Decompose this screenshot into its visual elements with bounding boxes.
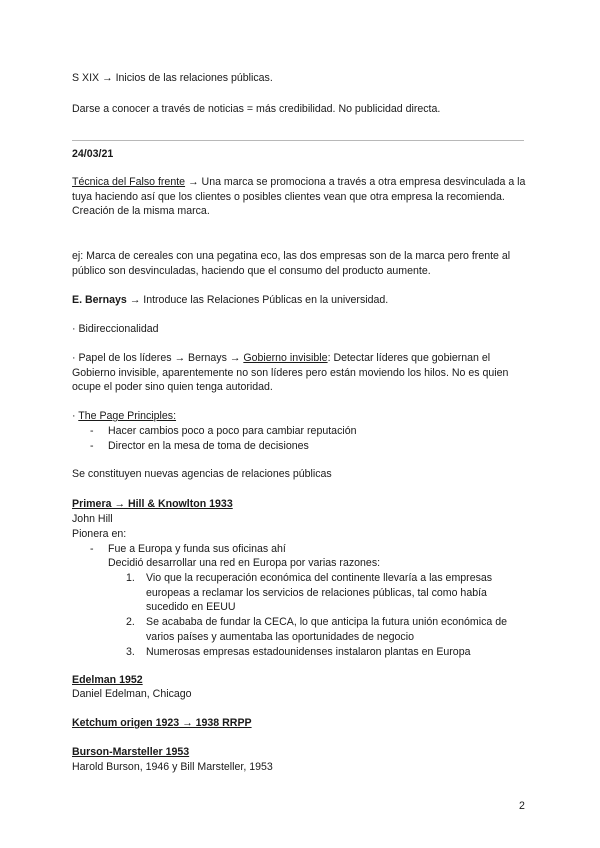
paragraph-bernays	[72, 293, 532, 308]
heading-ketchum: Ketchum origen 1923 → 1938 RRPP	[72, 717, 252, 729]
papel-text: : Detectar líderes que gobiernan el Gobierno invisible, aparentemente no son líderes pero están moviendo los hilos. No es quien ocupe el poder sino quien tenga autoridad.	[72, 352, 509, 394]
line-pionera: Pionera en:	[72, 528, 127, 540]
bullet-bidireccionalidad: · Bidireccionalidad	[72, 323, 159, 335]
line-darse: Darse a conocer a través de noticias = más credibilidad. No publicidad directa.	[72, 103, 441, 115]
list-number: 2.	[126, 616, 135, 628]
heading-edelman: Edelman 1952	[72, 674, 143, 686]
term-gobierno-invisible: Gobierno invisible	[243, 352, 328, 364]
line-harold-burson: Harold Burson, 1946 y Bill Marsteller, 1953	[72, 761, 273, 773]
list-dash: -	[90, 543, 94, 555]
paragraph-falso-frente	[72, 175, 532, 219]
line-john-hill: John Hill	[72, 513, 113, 525]
bernays-text: → Introduce las Relaciones Públicas en la universidad.	[126, 294, 389, 306]
reason-item: Vio que la recuperación económica del continente llevaría a las empresas europeas a reclamar los servicios de relaciones públicas, tal como había sucedido en EEUU	[146, 572, 493, 614]
paragraph-papel-lideres	[72, 351, 532, 395]
page-number: 2	[519, 800, 525, 812]
bernays-name: E. Bernays	[72, 294, 127, 306]
line-europa: Fue a Europa y funda sus oficinas ahí	[108, 543, 286, 555]
page-principle-item: Director en la mesa de toma de decisiones	[108, 440, 309, 452]
list-dash: -	[90, 440, 94, 452]
reason-item: Numerosas empresas estadounidenses instalaron plantas en Europa	[146, 646, 471, 658]
falso-frente-line2: Creación de la misma marca.	[72, 205, 210, 218]
line-s-xix: S XIX → Inicios de las relaciones públicas.	[72, 72, 273, 84]
page-bullet-dot: ·	[72, 410, 79, 422]
papel-intro: · Papel de los líderes → Bernays →	[72, 352, 244, 364]
term-falso-frente: Técnica del Falso frente	[72, 176, 186, 188]
list-dash: -	[90, 425, 94, 437]
bullet-page-principles	[72, 409, 532, 424]
list-number: 1.	[126, 572, 135, 584]
paragraph-ejemplo: ej: Marca de cereales con una pegatina eco, las dos empresas son de la marca pero frente al público son desvinculadas, haciendo que el consumo del producto aumente.	[72, 250, 511, 277]
line-daniel-edelman: Daniel Edelman, Chicago	[72, 688, 192, 700]
heading-hill-knowlton: Primera → Hill & Knowlton 1933	[72, 498, 233, 510]
line-agencias: Se constituyen nuevas agencias de relaciones públicas	[72, 468, 332, 480]
list-number: 3.	[126, 646, 135, 658]
page-principle-item: Hacer cambios poco a poco para cambiar reputación	[108, 425, 357, 437]
section-divider	[72, 140, 524, 141]
term-page-principles: The Page Principles:	[78, 410, 177, 422]
reason-item: Se acababa de fundar la CECA, lo que anticipa la futura unión económica de varios países y aumentaba las oportunidades de negocio	[146, 616, 508, 643]
line-decidio: Decidió desarrollar una red en Europa por varias razones:	[108, 557, 381, 569]
date-heading: 24/03/21	[72, 148, 114, 160]
heading-burson-marsteller: Burson-Marsteller 1953	[72, 746, 190, 758]
falso-frente-text: → Una marca se promociona a través a otra empresa desvinculada a la tuya haciendo así que los clientes o posibles clientes vean que otra empresa la recomienda.	[72, 176, 526, 203]
